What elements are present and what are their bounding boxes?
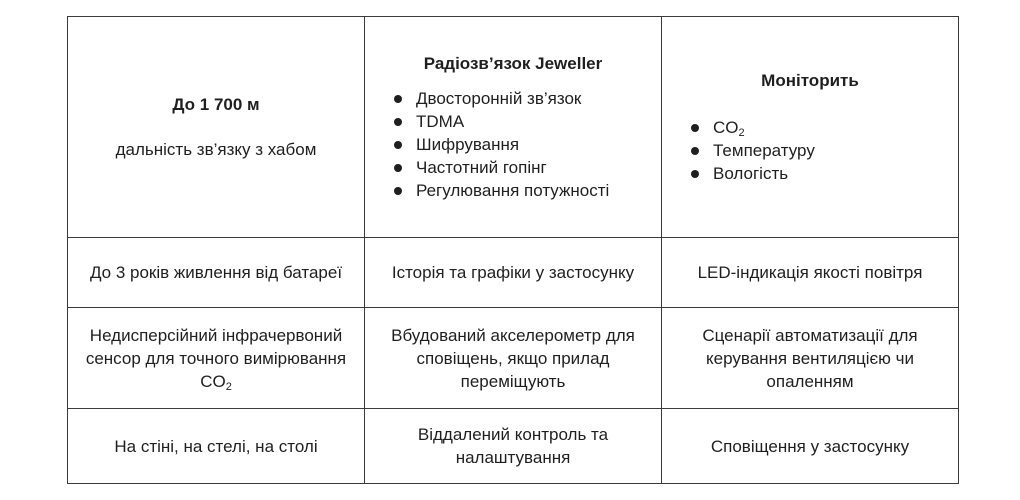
monitoring-list	[685, 116, 935, 185]
range-title: До 1 700 м	[172, 95, 260, 114]
table-row	[68, 238, 959, 308]
monitoring-cell	[662, 17, 959, 238]
table-cell: Сценарії автоматизації для керування вентиляцією чи опаленням	[662, 308, 959, 409]
table-cell: На стіні, на стелі, на столі	[68, 409, 365, 484]
table-cell: LED-індикація якості повітря	[662, 238, 959, 308]
co2-subscript: 2	[738, 127, 745, 139]
list-item: Частотний гопінг	[388, 156, 638, 179]
radio-features-list	[388, 87, 638, 202]
list-item: Вологість	[685, 162, 935, 185]
table-row	[68, 409, 959, 484]
co2-subscript: 2	[225, 380, 232, 393]
list-item: Температуру	[685, 139, 935, 162]
range-text: дальність зв’язку з хабом	[115, 140, 317, 159]
table-row	[68, 17, 959, 238]
features-table	[67, 16, 959, 484]
table-cell: Сповіщення у застосунку	[662, 409, 959, 484]
radio-title: Радіозв’язок Jeweller	[423, 54, 603, 73]
radio-cell	[365, 17, 662, 238]
table-cell: Історія та графіки у застосунку	[365, 238, 662, 308]
table-cell: Віддалений контроль та налаштування	[365, 409, 662, 484]
table-cell: Вбудований акселерометр для сповіщень, якщо прилад переміщують	[365, 308, 662, 409]
table-cell: До 3 років живлення від батареї	[68, 238, 365, 308]
table-cell	[68, 308, 365, 409]
range-cell	[68, 17, 365, 238]
list-item: TDMA	[388, 110, 638, 133]
list-item: Регулювання потужності	[388, 179, 638, 202]
table-row	[68, 308, 959, 409]
monitoring-title: Моніторить	[761, 71, 859, 90]
sensor-text: Недисперсійний інфрачервоний сенсор для точного вимірювання CO	[85, 325, 347, 391]
list-item: Двосторонній зв’язок	[388, 87, 638, 110]
list-item	[685, 116, 935, 139]
list-item: Шифрування	[388, 133, 638, 156]
co2-label: CO	[713, 118, 739, 137]
